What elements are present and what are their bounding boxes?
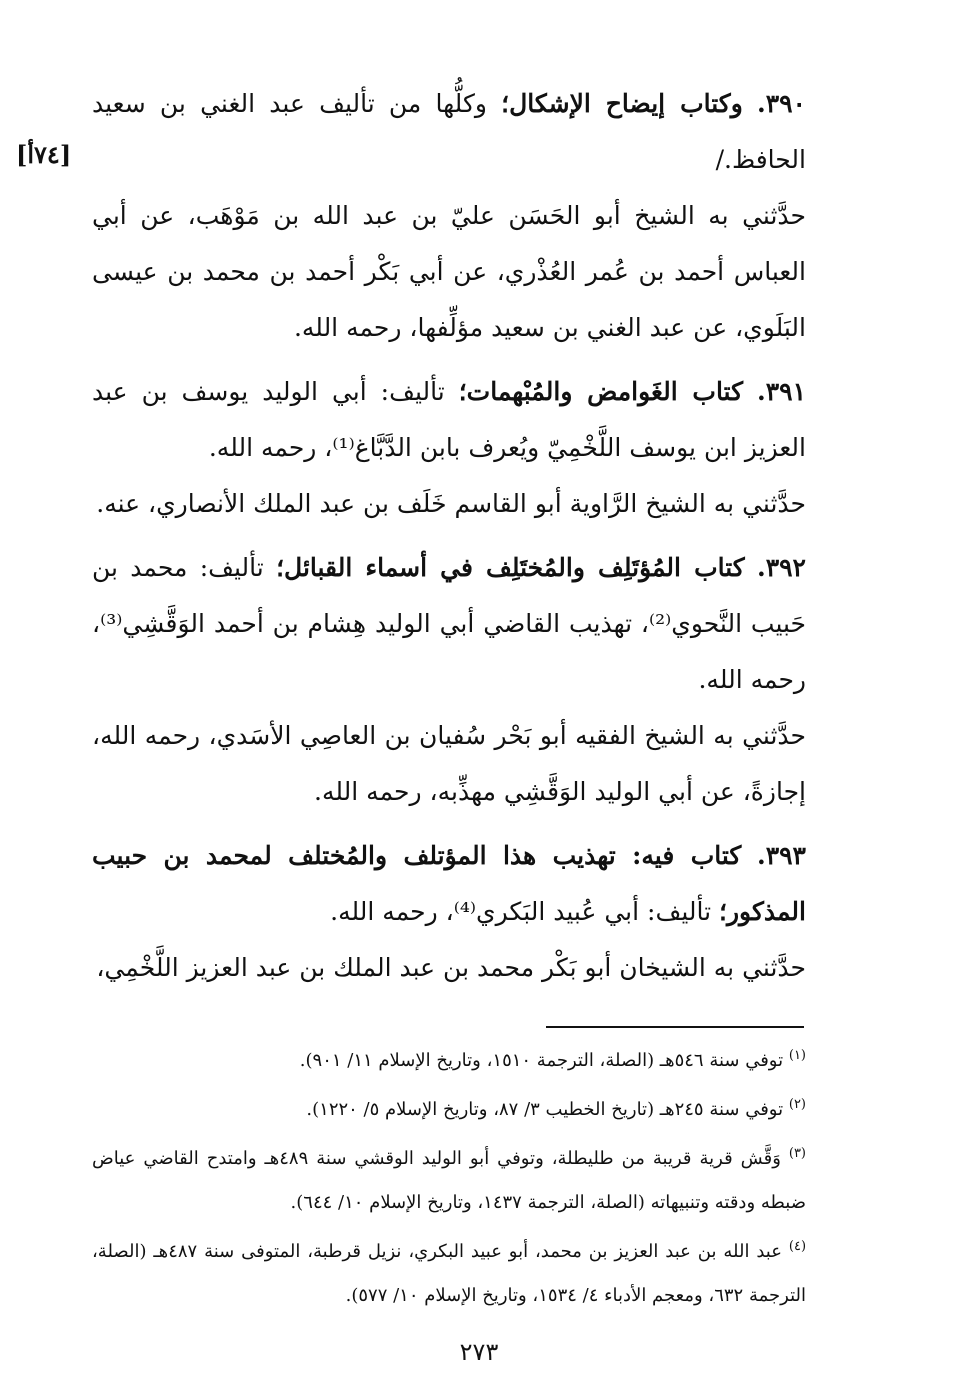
footnotes — [92, 1034, 806, 1318]
footnote-3 — [92, 1132, 806, 1225]
footnote-text: عبد الله بن عبد العزيز بن محمد، أبو عبيد البكري، نزيل قرطبة، المتوفى سنة ٤٨٧هـ (الصلة، الترجمة ٦٣٢، ومعجم الأدباء ٤/ ١٥٣٤، وتاريخ الإسلام ١٠/ ٥٧٧). — [92, 1241, 806, 1306]
entry-393 — [92, 828, 806, 940]
entry-title: كتاب المُؤتَلِف والمُختَلِف في أسماء القبائل؛ — [276, 553, 745, 582]
entry-text: تأليف: أبي الوليد يوسف بن عبد العزيز ابن يوسف اللَّخْمِيّ ويُعرف بابن الدَّبَّاغ⁽¹⁾، رحمه الله. — [92, 377, 806, 462]
footnote-2 — [92, 1083, 806, 1132]
manuscript-folio-marker: [٧٤أ] — [16, 140, 72, 169]
footnote-number: (٤) — [788, 1239, 807, 1254]
entry-392 — [92, 540, 806, 708]
entry-391-chain: حدَّثني به الشيخ الرَّاوية أبو القاسم خَلَف بن عبد الملك الأنصاري، عنه. — [96, 489, 806, 518]
entry-number: ٣٩٣. — [756, 841, 806, 870]
entry-title: وكتاب إيضاح الإشكال؛ — [501, 89, 743, 118]
entry-text: وكلُّها من تأليف عبد الغني بن سعيد الحافظ./ — [92, 89, 806, 174]
footnote-number: (١) — [788, 1048, 806, 1063]
entry-391 — [92, 364, 806, 476]
footnote-text: توفي سنة ٥٤٦هـ (الصلة، الترجمة ١٥١٠، وتاريخ الإسلام ١١/ ٩٠١). — [299, 1050, 784, 1071]
footnote-number: (٣) — [788, 1146, 806, 1161]
main-text — [92, 76, 806, 996]
footnote-text: توفي سنة ٢٤٥هـ (تاريخ الخطيب ٣/ ٨٧، وتاريخ الإسلام ٥/ ١٢٢٠). — [306, 1099, 784, 1120]
footnote-1 — [92, 1034, 806, 1083]
entry-392-chain: حدَّثني به الشيخ الفقيه أبو بَحْر سُفيان بن العاصِي الأسَدي، رحمه الله، إجازةً، عن أبي الوليد الوَقَّشِي مهذِّبه، رحمه الله. — [92, 721, 806, 806]
entry-number: ٣٩٠. — [756, 89, 806, 118]
footnote-4 — [92, 1225, 806, 1318]
entry-390-chain: حدَّثني به الشيخ أبو الحَسَن عليّ بن عبد الله بن مَوْهَب، عن أبي العباس أحمد بن عُمر العُذْري، عن أبي بَكْر أحمد بن محمد بن عيسى البَلَوي، عن عبد الغني بن سعيد مؤلِّفها، رحمه الله. — [92, 201, 806, 342]
entry-text: تأليف: محمد بن حَبيب النَّحوي⁽²⁾، تهذيب القاضي أبي الوليد هِشام بن أحمد الوَقَّشِي⁽³⁾، رحمه الله. — [92, 553, 806, 694]
entry-title: كتاب فيه: تهذيب هذا المؤتلف والمُختلف لمحمد بن حبيب المذكور؛ — [92, 841, 806, 926]
entry-390 — [92, 76, 806, 188]
entry-title: كتاب الغَوامض والمُبْهمات؛ — [458, 377, 744, 406]
entry-number: ٣٩٢. — [756, 553, 806, 582]
entry-number: ٣٩١. — [757, 377, 807, 406]
entry-393-chain: حدَّثني به الشيخان أبو بَكْر محمد بن عبد الملك بن عبد العزيز اللَّخْمِي، — [96, 953, 806, 982]
footnote-text: وَقَّش قرية قريبة من طليطلة، وتوفي أبو الوليد الوقشي سنة ٤٨٩هـ وامتدح القاضي عياض ضبطه ودقته وتنبيهاته (الصلة، الترجمة ١٤٣٧، وتاريخ الإسلام ١٠/ ٦٤٤). — [92, 1148, 806, 1213]
entry-text: تأليف: أبي عُبيد البَكري⁽⁴⁾، رحمه الله. — [330, 897, 712, 926]
footnote-divider — [546, 1026, 804, 1028]
footnote-number: (٢) — [788, 1097, 806, 1112]
page-number: ٢٧٣ — [459, 1338, 499, 1366]
